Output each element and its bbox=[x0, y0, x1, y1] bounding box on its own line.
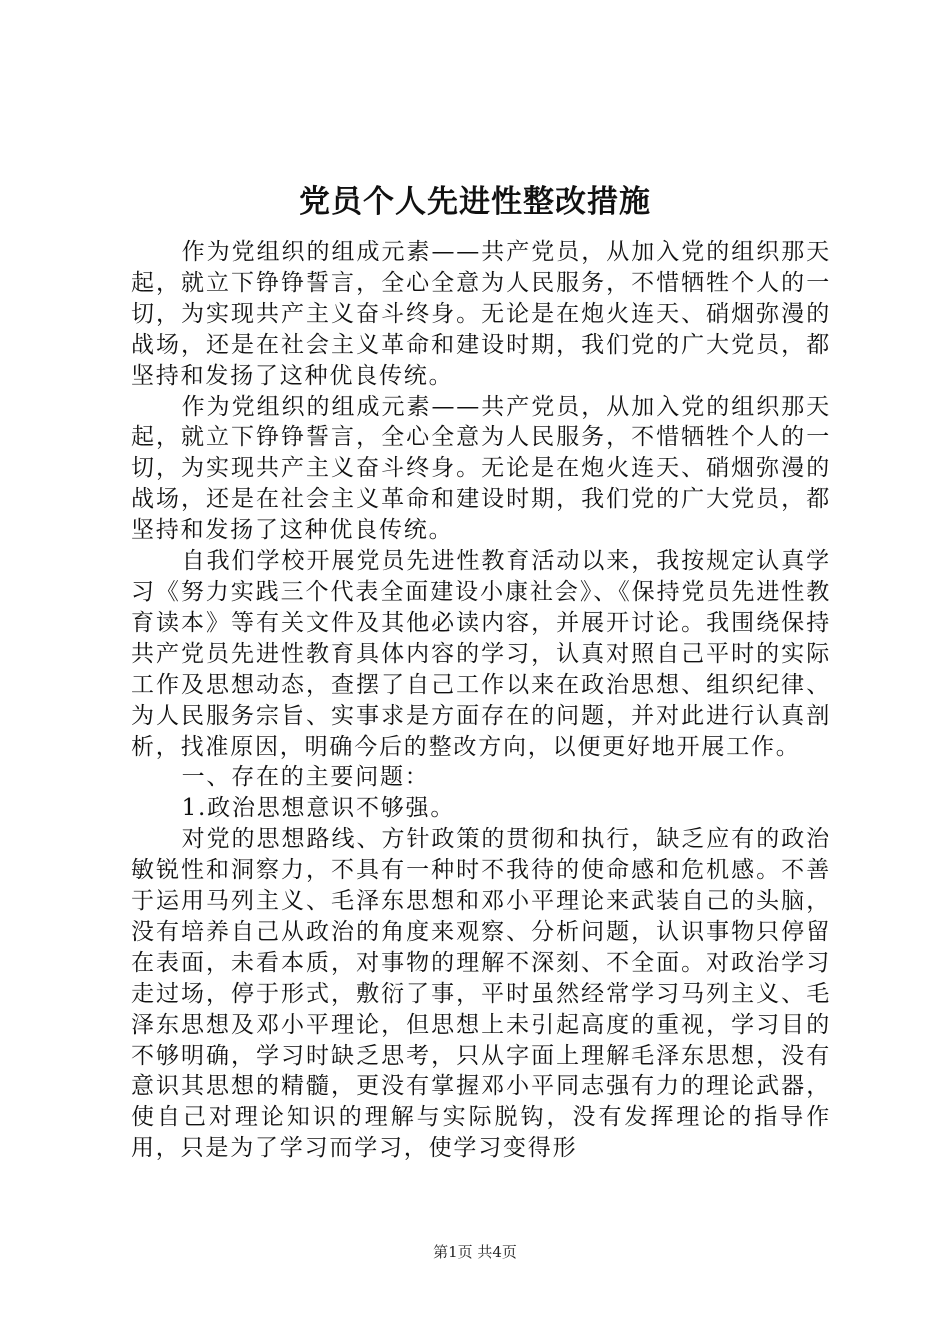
paragraph-activity: 自我们学校开展党员先进性教育活动以来，我按规定认真学习《努力实践三个代表全面建设小康社会》、《保持党员先进性教育读本》等有关文件及其他必读内容，并展开讨论。我围绕保持共产党员先进性教育具体内容的学习，认真对照自己平时的实际工作及思想动态，查摆了自己工作以来在政治思想、组织纪律、为人民服务宗旨、实事求是方面存在的问题，并对此进行认真剖析，找准原因，明确今后的整改方向，以便更好地开展工作。 bbox=[131, 548, 831, 760]
document-title: 党员个人先进性整改措施 bbox=[299, 184, 651, 220]
page-footer: 第1页 共4页 bbox=[433, 1243, 517, 1261]
document-body bbox=[131, 237, 831, 1164]
subsection-heading-political: 1.政治思想意识不够强。 bbox=[181, 795, 456, 822]
section-heading-problems: 一、存在的主要问题： bbox=[181, 764, 430, 791]
paragraph-intro-2: 作为党组织的组成元素——共产党员，从加入党的组织那天起，就立下铮铮誓言，全心全意为人民服务，不惜牺牲个人的一切，为实现共产主义奋斗终身。无论是在炮火连天、硝烟弥漫的战场，还是在社会主义革命和建设时期，我们党的广大党员，都坚持和发扬了这种优良传统。 bbox=[131, 393, 831, 544]
paragraph-intro-1: 作为党组织的组成元素——共产党员，从加入党的组织那天起，就立下铮铮誓言，全心全意为人民服务，不惜牺牲个人的一切，为实现共产主义奋斗终身。无论是在炮火连天、硝烟弥漫的战场，还是在社会主义革命和建设时期，我们党的广大党员，都坚持和发扬了这种优良传统。 bbox=[131, 239, 831, 389]
paragraph-political-analysis: 对党的思想路线、方针政策的贯彻和执行，缺乏应有的政治敏锐性和洞察力，不具有一种时不我待的使命感和危机感。不善于运用马列主义、毛泽东思想和邓小平理论来武装自己的头脑，没有培养自己从政治的角度来观察、分析问题，认识事物只停留在表面，未看本质，对事物的理解不深刻、不全面。对政治学习走过场，停于形式，敷衍了事，平时虽然经常学习马列主义、毛泽东思想及邓小平理论，但思想上未引起高度的重视，学习目的不够明确，学习时缺乏思考，只从字面上理解毛泽东思想，没有意识其思想的精髓，更没有掌握邓小平同志强有力的理论武器，使自己对理论知识的理解与实际脱钩，没有发挥理论的指导作用，只是为了学习而学习，使学习变得形 bbox=[131, 826, 831, 1162]
